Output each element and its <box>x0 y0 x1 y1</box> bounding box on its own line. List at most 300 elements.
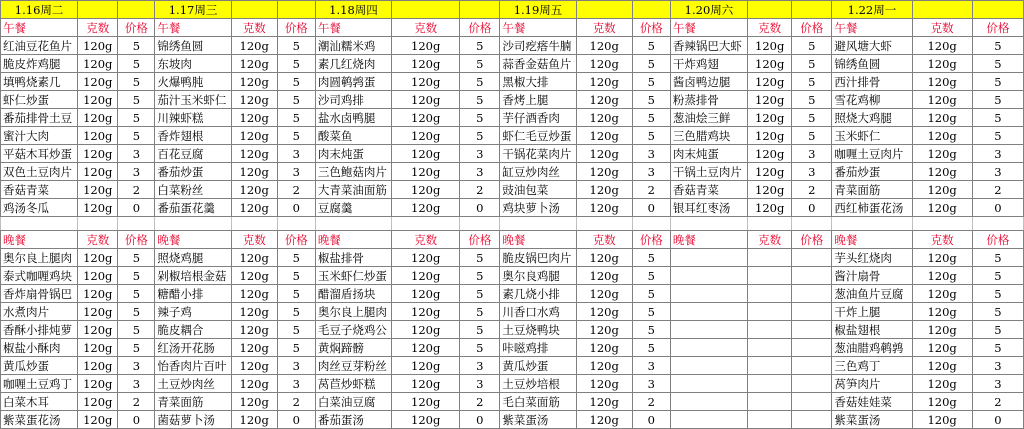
dish-price: 3 <box>632 357 670 375</box>
dish-price: 3 <box>792 163 832 181</box>
dish-name: 脆皮炸鸡腿 <box>1 55 78 73</box>
gap-cell <box>1 217 78 231</box>
gap-cell <box>832 217 912 231</box>
dish-grams: 120g <box>576 303 632 321</box>
dish-name: 奥尔良上腿肉 <box>1 249 78 267</box>
dish-price: 5 <box>460 91 500 109</box>
dish-name: 水煮肉片 <box>1 303 78 321</box>
dish-price: 3 <box>632 375 670 393</box>
dish-price: 5 <box>632 285 670 303</box>
dish-name: 红汤开花肠 <box>155 339 231 357</box>
dish-price: 5 <box>460 339 500 357</box>
table-row <box>1 109 1024 127</box>
dish-grams: 120g <box>748 55 792 73</box>
dish-grams <box>748 339 792 357</box>
dish-price: 3 <box>118 357 155 375</box>
price-header: 价格 <box>118 231 155 249</box>
dish-price: 5 <box>632 321 670 339</box>
lunch-label: 午餐 <box>315 19 391 37</box>
dish-name: 咖喱土豆肉片 <box>832 145 912 163</box>
dish-name: 避风塘大虾 <box>832 37 912 55</box>
dish-grams: 120g <box>912 375 972 393</box>
dish-name: 黄瓜炒蛋 <box>1 357 78 375</box>
dish-grams: 120g <box>231 267 277 285</box>
day-header-blank <box>460 1 500 19</box>
dish-grams: 120g <box>392 339 460 357</box>
dish-grams: 120g <box>576 339 632 357</box>
dish-name: 火爆鸭肫 <box>155 73 231 91</box>
dinner-label: 晚餐 <box>315 231 391 249</box>
dish-price: 5 <box>277 91 315 109</box>
dish-grams: 120g <box>392 285 460 303</box>
gap-cell <box>576 217 632 231</box>
dish-name: 西红柿蛋花汤 <box>832 199 912 217</box>
dish-grams: 120g <box>576 249 632 267</box>
table-row <box>1 249 1024 267</box>
dish-grams: 120g <box>912 357 972 375</box>
dish-price: 2 <box>277 393 315 411</box>
dish-price: 3 <box>277 375 315 393</box>
dish-name: 潮汕糯米鸡 <box>315 37 391 55</box>
dish-grams: 120g <box>392 37 460 55</box>
grams-header: 克数 <box>78 19 118 37</box>
price-header: 价格 <box>792 19 832 37</box>
dish-name: 三色鸡丁 <box>832 357 912 375</box>
dish-name: 怡香肉片百叶 <box>155 357 231 375</box>
dish-name: 玉米虾仁 <box>832 127 912 145</box>
dish-name: 奥尔良鸡腿 <box>500 267 576 285</box>
day-header-blank <box>392 1 460 19</box>
dish-grams: 120g <box>576 411 632 429</box>
dish-name <box>670 393 747 411</box>
dish-grams: 120g <box>231 285 277 303</box>
dish-price: 2 <box>460 393 500 411</box>
dish-price: 5 <box>277 267 315 285</box>
dish-price: 0 <box>118 411 155 429</box>
dish-price: 5 <box>972 55 1023 73</box>
grams-header: 克数 <box>392 19 460 37</box>
dish-grams: 120g <box>912 285 972 303</box>
table-row <box>1 199 1024 217</box>
dish-price <box>792 321 832 339</box>
dish-price <box>792 339 832 357</box>
dish-grams: 120g <box>392 199 460 217</box>
dish-price: 3 <box>460 357 500 375</box>
dish-price: 0 <box>277 199 315 217</box>
price-header: 价格 <box>277 231 315 249</box>
grams-header: 克数 <box>78 231 118 249</box>
dish-name: 红油豆花鱼片 <box>1 37 78 55</box>
dish-price: 0 <box>632 199 670 217</box>
dish-grams: 120g <box>748 145 792 163</box>
dish-price: 5 <box>460 73 500 91</box>
dish-grams: 120g <box>78 37 118 55</box>
dish-name: 白菜油豆腐 <box>315 393 391 411</box>
dish-price: 5 <box>972 285 1023 303</box>
dish-name: 菌菇萝卜汤 <box>155 411 231 429</box>
day-header: 1.16周二 <box>1 1 78 19</box>
dish-name: 素几烧小排 <box>500 285 576 303</box>
dish-grams: 120g <box>392 411 460 429</box>
dish-price: 2 <box>792 181 832 199</box>
dish-grams: 120g <box>912 393 972 411</box>
dish-name: 青菜面筋 <box>832 181 912 199</box>
dish-price: 5 <box>792 109 832 127</box>
dish-name: 青菜面筋 <box>155 393 231 411</box>
dish-price: 5 <box>632 37 670 55</box>
dish-name: 葱油腊鸡鹌鹑 <box>832 339 912 357</box>
table-row <box>1 91 1024 109</box>
gap-cell <box>460 217 500 231</box>
dish-price: 0 <box>972 199 1023 217</box>
dish-price: 5 <box>632 127 670 145</box>
dish-price: 2 <box>118 181 155 199</box>
dish-price: 5 <box>972 267 1023 285</box>
dish-price: 5 <box>972 73 1023 91</box>
dish-price: 5 <box>277 37 315 55</box>
dish-name: 番茄炒蛋 <box>832 163 912 181</box>
dish-grams <box>748 375 792 393</box>
dish-price: 3 <box>632 163 670 181</box>
dinner-label: 晚餐 <box>1 231 78 249</box>
dish-price: 5 <box>632 73 670 91</box>
dish-price: 5 <box>118 285 155 303</box>
dish-price: 5 <box>972 127 1023 145</box>
dish-price: 5 <box>118 55 155 73</box>
dish-price: 5 <box>632 267 670 285</box>
dish-name: 脆皮耦合 <box>155 321 231 339</box>
dish-name: 香菇青菜 <box>1 181 78 199</box>
grams-header: 克数 <box>392 231 460 249</box>
price-header: 价格 <box>460 19 500 37</box>
dish-grams <box>748 321 792 339</box>
gap-cell <box>155 217 231 231</box>
price-header: 价格 <box>277 19 315 37</box>
table-row <box>1 163 1024 181</box>
dish-grams: 120g <box>748 127 792 145</box>
gap-cell <box>748 217 792 231</box>
dish-price: 2 <box>277 181 315 199</box>
dish-price: 5 <box>277 285 315 303</box>
dish-price: 5 <box>632 55 670 73</box>
dish-name: 紫菜蛋汤 <box>500 411 576 429</box>
dish-grams: 120g <box>912 163 972 181</box>
dish-price <box>792 267 832 285</box>
dish-price: 5 <box>792 55 832 73</box>
lunch-label: 午餐 <box>1 19 78 37</box>
dish-grams: 120g <box>576 199 632 217</box>
dish-price: 5 <box>118 73 155 91</box>
table-row <box>1 285 1024 303</box>
gap-cell <box>315 217 391 231</box>
day-header-blank <box>792 1 832 19</box>
dish-name <box>670 375 747 393</box>
dish-price: 3 <box>632 145 670 163</box>
table-row <box>1 37 1024 55</box>
dish-price: 5 <box>277 249 315 267</box>
dish-name: 鸡块萝卜汤 <box>500 199 576 217</box>
dish-price: 5 <box>972 91 1023 109</box>
day-header-blank <box>231 1 277 19</box>
dish-price: 5 <box>118 303 155 321</box>
dish-grams: 120g <box>912 73 972 91</box>
dish-price: 5 <box>277 339 315 357</box>
dish-grams: 120g <box>748 37 792 55</box>
dish-price <box>792 357 832 375</box>
dish-grams: 120g <box>78 145 118 163</box>
dish-price: 5 <box>792 91 832 109</box>
gap-cell <box>792 217 832 231</box>
dish-name <box>670 357 747 375</box>
table-row <box>1 375 1024 393</box>
dish-name: 番茄蛋花羹 <box>155 199 231 217</box>
dish-price: 3 <box>972 357 1023 375</box>
dish-name: 沙司鸡排 <box>315 91 391 109</box>
dish-grams: 120g <box>392 109 460 127</box>
lunch-label: 午餐 <box>832 19 912 37</box>
dish-price <box>792 303 832 321</box>
dish-price: 5 <box>118 267 155 285</box>
dish-grams: 120g <box>392 181 460 199</box>
dish-price: 2 <box>632 181 670 199</box>
dish-grams: 120g <box>78 109 118 127</box>
dish-price: 5 <box>972 303 1023 321</box>
dish-grams: 120g <box>231 321 277 339</box>
dish-name: 芋头红烧肉 <box>832 249 912 267</box>
dish-name: 川辣虾糕 <box>155 109 231 127</box>
day-header-blank <box>748 1 792 19</box>
dish-grams: 120g <box>576 163 632 181</box>
dish-grams: 120g <box>231 127 277 145</box>
dish-name: 沙司疙瘩牛腩 <box>500 37 576 55</box>
dish-price: 2 <box>118 393 155 411</box>
day-header-blank <box>576 1 632 19</box>
dish-grams: 120g <box>912 37 972 55</box>
lunch-label: 午餐 <box>670 19 747 37</box>
dish-grams: 120g <box>231 73 277 91</box>
gap-cell <box>670 217 747 231</box>
dish-name: 干锅花菜肉片 <box>500 145 576 163</box>
dish-name: 椒盐翅根 <box>832 321 912 339</box>
price-header: 价格 <box>632 231 670 249</box>
dish-name: 糖醋小排 <box>155 285 231 303</box>
dish-grams: 120g <box>78 357 118 375</box>
dish-name: 椒盐小酥肉 <box>1 339 78 357</box>
dish-grams: 120g <box>231 199 277 217</box>
dish-name: 盐水卤鸭腿 <box>315 109 391 127</box>
dish-name <box>670 285 747 303</box>
dish-name: 东坡肉 <box>155 55 231 73</box>
dish-name: 干炸上腿 <box>832 303 912 321</box>
dish-name: 肉末炖蛋 <box>670 145 747 163</box>
dish-name: 莴笋肉片 <box>832 375 912 393</box>
dish-grams <box>748 249 792 267</box>
dish-price: 5 <box>972 339 1023 357</box>
dish-grams: 120g <box>912 249 972 267</box>
dish-grams: 120g <box>576 267 632 285</box>
dish-price: 5 <box>118 127 155 145</box>
dish-name: 香炸扇骨锅巴 <box>1 285 78 303</box>
dish-price: 5 <box>460 127 500 145</box>
dish-name: 干炸鸡翅 <box>670 55 747 73</box>
lunch-label: 午餐 <box>155 19 231 37</box>
dish-grams: 120g <box>231 55 277 73</box>
dish-grams: 120g <box>576 375 632 393</box>
dish-name: 咔嗞鸡排 <box>500 339 576 357</box>
dish-price: 5 <box>118 249 155 267</box>
table-row <box>1 73 1024 91</box>
dish-price: 0 <box>460 199 500 217</box>
dish-price: 5 <box>792 37 832 55</box>
dish-price: 3 <box>972 163 1023 181</box>
dish-name: 大青菜油面筋 <box>315 181 391 199</box>
dish-grams: 120g <box>576 55 632 73</box>
dish-name <box>670 249 747 267</box>
dish-grams <box>748 303 792 321</box>
dish-price: 5 <box>277 303 315 321</box>
dish-price: 5 <box>118 109 155 127</box>
dish-name: 平菇木耳炒蛋 <box>1 145 78 163</box>
dish-grams: 120g <box>231 357 277 375</box>
dish-grams: 120g <box>392 375 460 393</box>
dish-name: 土豆烧鸭块 <box>500 321 576 339</box>
dish-name: 紫菜蛋花汤 <box>1 411 78 429</box>
dish-grams: 120g <box>748 163 792 181</box>
day-header: 1.20周六 <box>670 1 747 19</box>
dish-name <box>670 339 747 357</box>
day-header: 1.18周四 <box>315 1 391 19</box>
dish-grams: 120g <box>576 91 632 109</box>
gap-cell <box>118 217 155 231</box>
day-header-blank <box>972 1 1023 19</box>
dish-grams: 120g <box>748 91 792 109</box>
dish-price: 3 <box>277 145 315 163</box>
dish-name: 香辣锅巴大虾 <box>670 37 747 55</box>
dish-price: 5 <box>118 339 155 357</box>
dish-name: 填鸭烧素几 <box>1 73 78 91</box>
dish-name: 豉油包菜 <box>500 181 576 199</box>
dish-price: 0 <box>632 411 670 429</box>
day-header: 1.17周三 <box>155 1 231 19</box>
dish-name: 茄汁玉米虾仁 <box>155 91 231 109</box>
dish-grams: 120g <box>392 249 460 267</box>
dish-name <box>670 303 747 321</box>
dish-price <box>792 393 832 411</box>
price-header: 价格 <box>972 231 1023 249</box>
dish-price: 5 <box>460 249 500 267</box>
dish-price: 2 <box>632 393 670 411</box>
dish-name: 剁椒培根金菇 <box>155 267 231 285</box>
lunch-header-row <box>1 19 1024 37</box>
dish-price: 5 <box>277 321 315 339</box>
dish-grams: 120g <box>231 109 277 127</box>
dish-name: 西汁排骨 <box>832 73 912 91</box>
gap-cell <box>500 217 576 231</box>
dish-price: 5 <box>460 321 500 339</box>
price-header: 价格 <box>972 19 1023 37</box>
dish-price <box>792 375 832 393</box>
dish-price: 5 <box>460 109 500 127</box>
dish-grams: 120g <box>912 321 972 339</box>
dinner-label: 晚餐 <box>155 231 231 249</box>
dish-name: 番茄炒蛋 <box>155 163 231 181</box>
dish-grams: 120g <box>576 285 632 303</box>
dish-name: 葱油烩三鲜 <box>670 109 747 127</box>
dish-price: 5 <box>277 73 315 91</box>
dish-price: 5 <box>792 127 832 145</box>
dish-price: 3 <box>792 145 832 163</box>
dish-price: 5 <box>277 127 315 145</box>
dish-grams: 120g <box>912 267 972 285</box>
dish-name: 醋溜盾扬块 <box>315 285 391 303</box>
dish-grams: 120g <box>576 37 632 55</box>
dish-price: 5 <box>460 267 500 285</box>
dish-name: 香菇娃娃菜 <box>832 393 912 411</box>
dish-price: 0 <box>792 199 832 217</box>
dish-name: 粉蒸排骨 <box>670 91 747 109</box>
dish-name: 咖喱土豆鸡丁 <box>1 375 78 393</box>
day-header-blank <box>78 1 118 19</box>
dish-price: 2 <box>972 181 1023 199</box>
dish-price: 5 <box>460 303 500 321</box>
dish-price: 5 <box>632 109 670 127</box>
grams-header: 克数 <box>231 19 277 37</box>
dish-grams: 120g <box>78 249 118 267</box>
gap-cell <box>277 217 315 231</box>
dish-name: 玉米虾仁炒蛋 <box>315 267 391 285</box>
dish-price: 3 <box>460 163 500 181</box>
dish-name: 干锅土豆肉片 <box>670 163 747 181</box>
dish-grams: 120g <box>78 321 118 339</box>
dish-price: 5 <box>118 321 155 339</box>
table-row <box>1 145 1024 163</box>
dish-grams: 120g <box>78 267 118 285</box>
dish-name: 豆腐羹 <box>315 199 391 217</box>
dish-price: 3 <box>972 375 1023 393</box>
dish-grams: 120g <box>392 73 460 91</box>
dish-name: 白菜木耳 <box>1 393 78 411</box>
dish-name: 毛豆子烧鸡公 <box>315 321 391 339</box>
dish-grams: 120g <box>78 163 118 181</box>
dish-price: 3 <box>460 145 500 163</box>
dish-grams: 120g <box>576 393 632 411</box>
gap-cell <box>392 217 460 231</box>
dish-name: 虾仁炒蛋 <box>1 91 78 109</box>
dish-name: 肉丝豆芽粉丝 <box>315 357 391 375</box>
dish-grams: 120g <box>231 163 277 181</box>
day-header-row <box>1 1 1024 19</box>
dish-name: 照烧大鸡腿 <box>832 109 912 127</box>
dish-price: 0 <box>118 199 155 217</box>
dish-name: 三色鲍菇肉片 <box>315 163 391 181</box>
dish-name: 芋仔酒香肉 <box>500 109 576 127</box>
dish-grams: 120g <box>231 37 277 55</box>
dish-grams: 120g <box>912 127 972 145</box>
dish-grams <box>748 285 792 303</box>
dish-name: 番茄排骨土豆 <box>1 109 78 127</box>
gap-cell <box>632 217 670 231</box>
dish-name: 毛白菜面筋 <box>500 393 576 411</box>
dish-grams: 120g <box>78 375 118 393</box>
grams-header: 克数 <box>748 231 792 249</box>
table-row <box>1 393 1024 411</box>
dish-price: 5 <box>460 285 500 303</box>
dish-grams: 120g <box>78 127 118 145</box>
dish-grams <box>748 267 792 285</box>
gap-cell <box>231 217 277 231</box>
dish-grams: 120g <box>748 109 792 127</box>
dish-price: 5 <box>277 109 315 127</box>
